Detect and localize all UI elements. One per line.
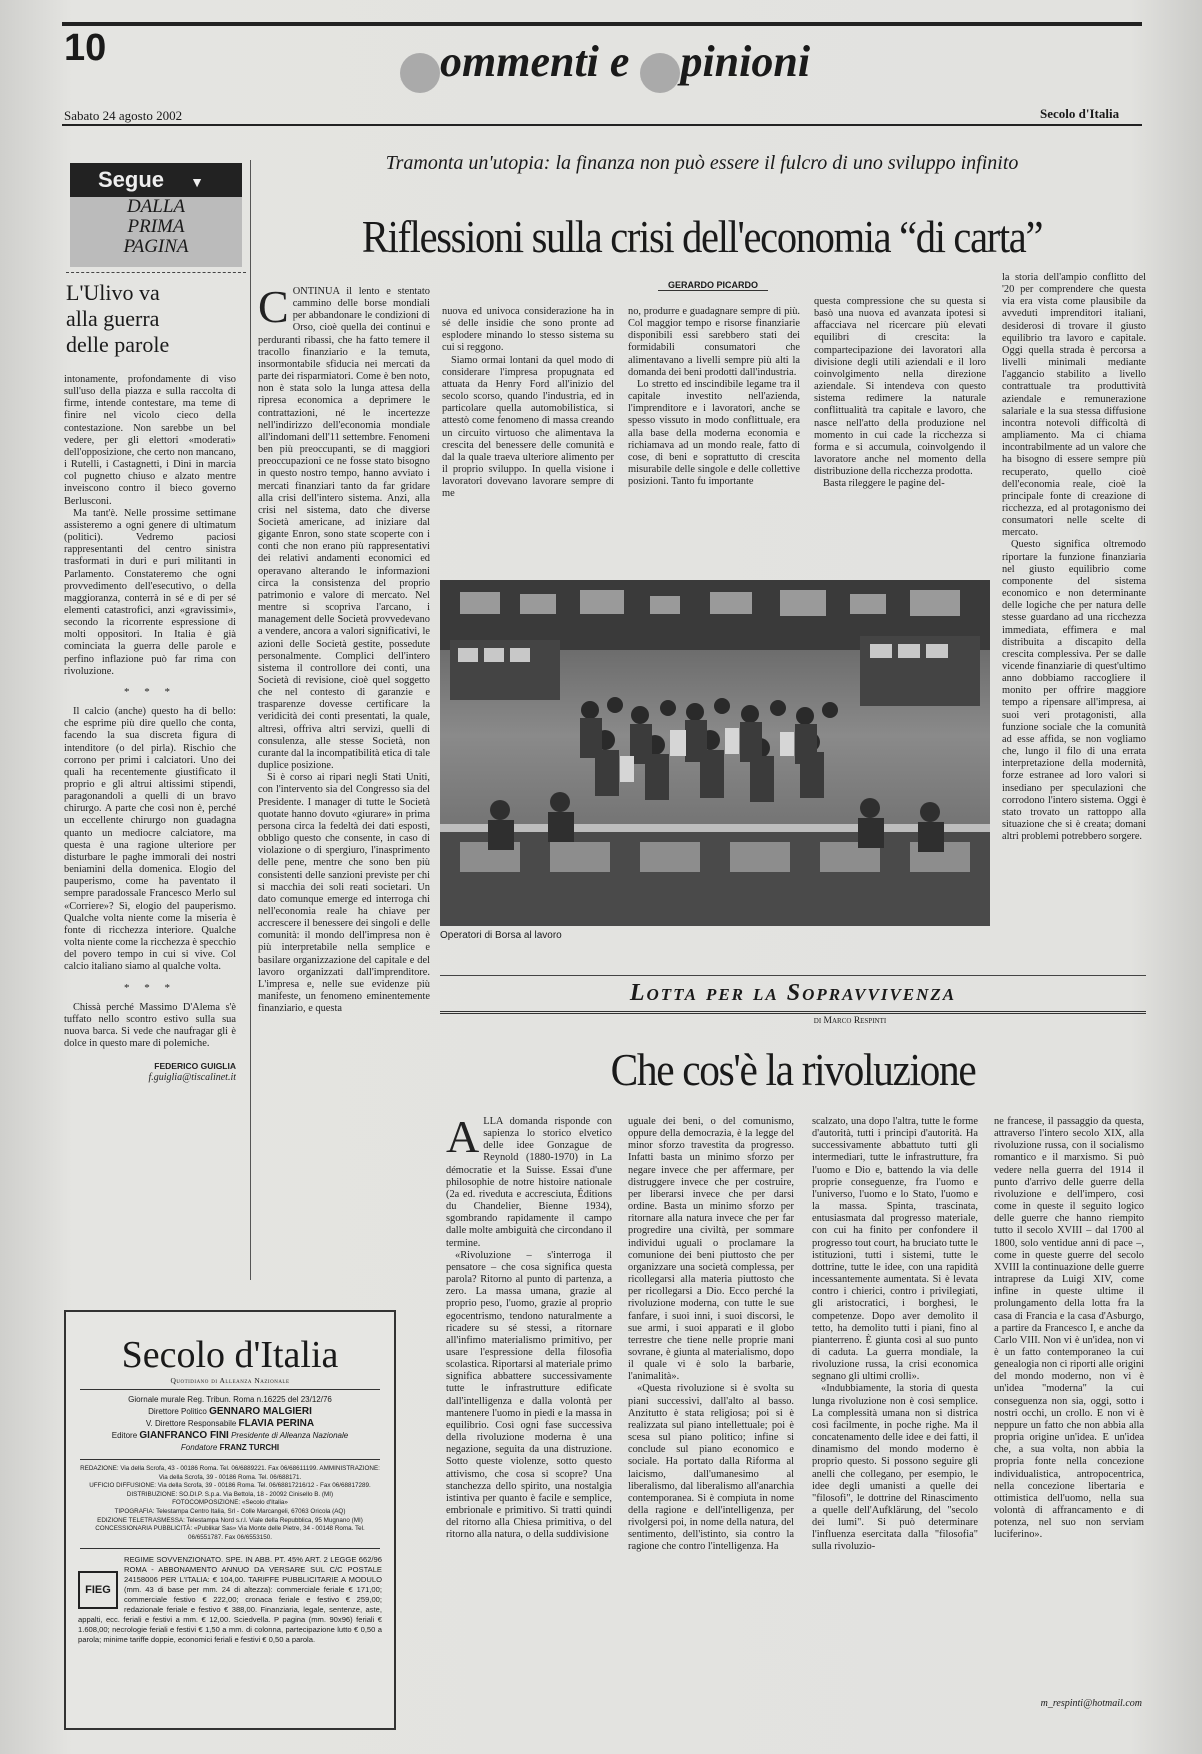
colophon-vdirector-label: V. Direttore Responsabile — [145, 1419, 237, 1428]
sidebar-paragraph-1: intonamente, profondamente di viso sull'uso della piazza e sulla raccolta di firme, intende contestare, ma teme di finire nel vicolo cieco della contestazione. Non sarebbe un bel vedere, per gli elettori «moderati» dell'opposizione, che certo non mancano, i Rutelli, i Castagnetti, i Dini in marcia col pugnetto chiuso e alzato mentre inveiscono contro il bieco governo Berlusconi. — [64, 374, 236, 507]
colophon-title: Secolo d'Italia — [121, 1334, 339, 1376]
article2-kicker: Lotta per la Sopravvivenza — [440, 975, 1146, 1014]
sidebar-title-line-3: delle parole — [66, 332, 170, 357]
article1-column-5 — [1002, 272, 1146, 978]
article2-dropcap: A — [446, 1116, 480, 1162]
dalla-label: DALLA — [126, 196, 186, 217]
article2-col1b-text: «Rivoluzione – s'interroga il pensatore – che cosa significa questa parola? Ritorno al punto di partenza, a zero. La massa umana, grazie al proprio peso, l'uomo, grazie al proprio egocentrismo, tendono naturalmente a ricadere su sé stessi, a ritornare all'infimo materialismo primitivo, per usare l'espressione della filosofia scolastica. Riportarsi al materiale primo significa abbattere successivamente tutte le infrastrutture edificate dall'intelligenza e dalla volontà per mantenere l'uomo in piedi e la massa in equilibrio. Così ogni fase successiva della rivoluzione moderna è una negazione, seguita da una distruzione. Sotto queste violenze, sotto questo attivismo, che cosa si scopre? Una stanchezza dello spirito, una nostalgia istintiva per quanto è facile e semplice, embrionale e primitivo. Si tratti quindi del ritorno alla Chiesa primitiva, o del ritorno alla natura, o della suddivisione — [446, 1249, 612, 1541]
sidebar-title — [66, 280, 246, 358]
article2-column-2 — [628, 1116, 794, 1714]
article1-dropcap: C — [258, 286, 289, 332]
colophon-addresses — [66, 1465, 394, 1542]
article2-col2-text: uguale dei beni, o del comunismo, oppure della democrazia, è la legge del minor sforzo travestita da progresso. Infatti basta un minimo sforzo per negare invece che per affermare, per distruggere invece che per costruire, per liberarsi invece che per darsi ordine. Basta un minimo sforzo per ritornare alla natura invece che per far progredire una civiltà, per sommare individui uguali o proclamare la comunione dei beni piuttosto che per organizzare una società complessa, per ricollegarsi alla materia piuttosto che per ricollegarsi a Dio. Ecco perché la rivoluzione moderna, con tutte le sue fanfare, i suoi inni, i suoi discorsi, le sue armi, i suoi apparati e il globo terrestre che tiene nelle proprie mani sovrane, è giunta al materialismo, dopo il quale vi è solo la barbarie, l'animalità». — [628, 1116, 794, 1383]
colophon-rule-3 — [80, 1548, 380, 1549]
pagina-label: PAGINA — [123, 236, 189, 257]
article2-column-4 — [994, 1116, 1144, 1694]
article2-col4-text: ne francese, il passaggio da questa, attraverso l'intero secolo XIX, alla rivoluzione russa, con il socialismo romantico e il marxismo. Si può vedere nella guerra del 1914 il punto d'arrivo delle guerre della rivoluzione e dell'impero, così come in queste il seguito logico delle guerre che hanno riempito tutto il secolo XVIII – dal 1700 al 1800, solo ventidue anni di pace –, come in queste guerre del secolo XVIII la continuazione delle guerre intraprese da Luigi XIV, come infine in queste ultime il prolungamento della lotta fra la casa di Francia e la casa d'Asburgo, a partire da Francesco I, e anche da Carlo VIII. Non vi è un'idea, non vi è un fatto contemporaneo la cui genealogia non ci riporti alle origini del mondo moderno, non vi è un'idea "moderna" la cui conseguenza non sia, oggi, sotto i nostri occhi, un crollo. E non vi è neppure un fatto che non abbia alla propria origine un'idea. E un'idea che, a sua volta, non abbia la propria fonte nella concezione individualistica, antropocentrica, nella concezione libertaria e ottimistica dell'uomo, nella sua volontà di affrancamento e di potenza, nel suo non serviam luciferino». — [994, 1116, 1144, 1541]
article1-col4-text: questa compressione che su questa si basò una nuova ed avanzata ipotesi si affacciava nel ricercare più elevati equilibri di crescita: la compartecipazione dei lavoratori alla divisione degli utili aziendali e il loro coinvolgimento nella direzione aziendale. Si intendeva con questo sistema redimere la naturale conflittualità tra capitale e lavoro, che nasce nell'atto della produzione nel momento in cui cade la ricchezza si forma e si accumula, coinvolgendo il lavoratore anche nel momento della distribuzione della ricchezza prodotta. — [814, 296, 986, 478]
section-initial-2: O — [640, 53, 680, 93]
article1-column-2 — [442, 306, 614, 566]
colophon-distribuzione: DISTRIBUZIONE: SO.DI.P. S.p.a. Via Bettola, 18 - 20092 Cinisello B. (MI) — [126, 1490, 334, 1498]
colophon-edizione: EDIZIONE TELETRASMESSA: Telestampa Nord s.r.l. Viale della Repubblica, 95 Mugnano (MI) — [97, 1516, 363, 1524]
sidebar-paragraph-3: Il calcio (anche) questo ha di bello: che esprime più dire quello che conta, facendo la sua discreta figura di intenditore (o del pirla). Rischio che corrono per primi i calciatori. Uno dei quali ha recentemente giustificato il proprio e gli altrui altissimi stipendi, paragonandoli a quelli di un bravo chirurgo. A parte che così non è, perché un eccellente chirurgo non guadagna quanto un mediocre calciatore, ma questa è una ragione ulteriore per disturbare le paghe immorali dei nostri beniamini della domenica. Elogio del pauperismo, come ha paventato il sempre paradossale Francesco Merlo sul «Corriere»? Sì, elogio del pauperismo. Qualche volta niente come la miseria è fonte di ricchezza interiore. Qualche volta niente come la ricchezza è specchio del povero tempo in cui si vive. Col calcio italiano siamo al qualche volta. — [64, 706, 236, 973]
section-initial-1: C — [400, 53, 440, 93]
colophon-director-label: Direttore Politico — [148, 1407, 207, 1416]
colophon-vdirector-name: FLAVIA PERINA — [238, 1418, 315, 1429]
colophon-redazione: REDAZIONE: Via della Scrofa, 43 - 00186 Roma. Tel. 06/6889221. Fax 06/68611199. AMMINISTRAZIONE: Via della Scrofa, 39 - 00186 Roma. Tel. 06/688171. — [80, 1465, 380, 1481]
sidebar-separator-2: * * * — [124, 981, 176, 994]
colophon-reg: Giornale murale Reg. Tribun. Roma n.16225 del 23/12/76 — [128, 1395, 332, 1404]
colophon-abbonamenti-text: REGIME SOVVENZIONATO. SPE. IN ABB. PT. 45% ART. 2 LEGGE 662/96 ROMA - ABBONAMENTO ANNUO DA VERSARE SUL C/C POSTALE 24158006 PER L'ITALIA: € 104,00. TARIFFE PUBBLICITARIE A MODULO (mm. 43 di base per mm. 24 di altezza): commerciale feriale € 171,00; commerciale festivo € 222,00; cronaca feriale e festivo € 259,00; redazionale feriale e festivo € 388,00. Finanziaria, legale, sentenze, aste, appalti, ecc. feriali e festivi a mm. € 12,00. Sciedvella. P pagina (mm. 90x96) feriali € 1.608,00; necrologie feriali e festivi € 1,50 a mm. di colonna, partecipazione lutto € 0,50 a parola; minime tariffe doppie, economici feriali e festivi € 0,50 a parola. — [78, 1555, 382, 1645]
colophon-editor — [66, 1430, 394, 1442]
article2-col3-text: scalzato, una dopo l'altra, tutte le forme d'autorità, tutti i principi d'autorità. Ha successivamente abbattuto tutti gli intermediari, tutte le infrastrutture, fra l'uomo e Dio e, battendo la via delle proprie conseguenze, fra l'uomo e l'universo, l'uomo e lo Stato, l'uomo e la massa. Spinta, trascinata, entusiasmata dal progresso materiale, con cui ha finito per confondere il progresso tout court, ha bruciato tutte le istituzioni, tutti i sistemi, tutte le dottrine, tutte le idee, con una rapidità incessantemente aumentata. Si è levata contro i chierici, contro i privilegiati, gli aristocratici, i borghesi, le competenze. Dopo aver demolito il tetto, ha demolito tutti i piani, fino al pianterreno. È giunta così al suo punto di caduta. La guerra mondiale, la rivoluzione russa, la crisi economica segnano gli ultimi crolli». — [812, 1116, 978, 1383]
colophon-director — [66, 1406, 394, 1418]
colophon-founder — [66, 1442, 394, 1454]
sidebar-divider — [250, 160, 251, 1280]
colophon-tipografia: TIPOGRAFIA: Telestampa Centro Italia, Srl - Colle Marcangeli, 67063 Oricola (AQ) — [114, 1507, 346, 1515]
article2-col2b-text: «Questa rivoluzione si è svolta su piani successivi, dall'alto al basso. Anzitutto è stata religiosa; poi si è realizzata sul piano intellettuale; poi è scesa sul piano politico; infine si conclude sul piano economico e sociale. Ha portato dalla Riforma al laicismo, dall'umanesimo al liberalismo, dal liberalismo all'anarchia contemporanea. Si è compiuta in nome della ragione e dell'intelligenza, per rivolgersi poi, in nome della natura, del sentimento, dell'istinto, sia contro la ragione che contro l'intelligenza. Ha — [628, 1383, 794, 1553]
dalla-prima-pagina — [70, 197, 242, 267]
colophon-founder-label: Fondatore — [180, 1443, 218, 1452]
colophon-editor-role: Presidente di Alleanza Nazionale — [231, 1431, 349, 1440]
sidebar-separator: * * * — [124, 685, 176, 698]
colophon-abbonamenti — [66, 1555, 394, 1645]
header-rule — [62, 124, 1142, 126]
article1-col5b-text: Questo significa oltremodo riportare la funzione finanziaria nel giusto equilibrio come componente del sistema economico e non determinante delle logiche che per natura delle stesse guardano ad una ricchezza immediata, effimera e mal distribuita a discapito della crescita complessiva. Per se dalle vicende finanziarie di quest'ultimo anno dobbiamo raccogliere il monito per offrire maggiore tempo a ripensare all'impresa, ai suoi veri protagonisti, alla funzione sociale che la comunità ad esse affida, se non vogliamo che, lungo il filo di una errata interpretazione della modernità, forze estranee ad loro valori si insediano per speculazioni che corrodono l'intero sistema. Oggi è stato trovato un rattoppo alla situazione che si è creata; domani altri problemi potrebbero sorgere. — [1002, 539, 1146, 843]
segue-box — [70, 163, 242, 197]
article1-column-1 — [258, 286, 430, 1280]
colophon-ufficio-diffusione: UFFICIO DIFFUSIONE: Via della Scrofa, 39 - 00186 Roma. Tel. 06/68817216/12 - Fax 06/68817289. — [89, 1482, 371, 1490]
photo-caption: Operatori di Borsa al lavoro — [440, 930, 562, 941]
article1-col1b-text: Si è corso ai ripari negli Stati Uniti, con l'intervento sia del Congresso sia del Presidente. I manager di tutte le Società quotate hanno dovuto «giurare» in prima persona circa la fedeltà dei dati esposti, obbligo questo che consente, in caso di violazione o di spergiuro, l'inasprimento delle pene, mentre che sono ben più consistenti delle sanzioni previste per chi si macchia dei soli reati societari. Un dato comunque emerge ed interroga chi nell'economia reale ha chiave per accrescere il benessere dei singoli e delle comunità: il mondo dell'impresa non è più interpretabile nella semplice e basilare organizzazione del capitale e del lavoro organizzati dall'imprenditore. L'impresa e, nelle sue evidenze più manifeste, un fenomeno eminentemente finanziario, e questa — [258, 772, 430, 1015]
page-number: 10 — [64, 27, 107, 69]
sidebar-author-email: f.guiglia@tiscalinet.it — [148, 1072, 236, 1084]
article1-col3b-text: Lo stretto ed inscindibile legame tra il capitale investito nell'azienda, l'imprenditore e i lavoratori, anche se spesso vissuto in modo conflittuale, era alla base della moderna economia e richiamava ad un mondo reale, fatto di cose, di beni e soprattutto di crescita misurabile delle singole e delle collettive posizioni. Tanto fu importante — [628, 378, 800, 488]
sidebar-paragraph-4: Chissà perché Massimo D'Alema s'è tuffato nello scontro estivo sulla sua nuova barca. Si vede che naufragar gli è dolce in questo mare di polemiche. — [64, 1001, 236, 1050]
article1-col1-text: ONTINUA il lento e stentato cammino delle borse mondiali per abbandonare le condizioni di Orso, cioè quella dei continui e perduranti ribassi, che ha fatto temere il tracollo finanziario e la temuta, insormontabile sfiducia nei mercati da parte dei risparmiatori. Come è ben noto, non è stata solo la lunga attesa della ripresa economica a deprimere le contrattazioni, né le incertezze nell'indirizzo dell'economia mondiale all'indomani dell'11 settembre. Fenomeni ben più preoccupanti, se di maggiori preoccupazioni ce ne fosse stato bisogno in questo nostro tempo, hanno avviato i mercati finanziari tanto da far gridare alla crisi dell'intero sistema. Anzi, alla crisi nel sistema, dato che diverse Società americane, ad iniziare dal gigante Enron, sono state scoperte con i conti che non erano più rappresentativi dei relativi andamenti economici ed operavano alterando le informazioni circa la consistenza del proprio patrimonio e valore di mercato. Nel mentre si scopriva l'arcano, i management delle Società provvedevano a vendere, ancora a valori significativi, le azioni delle Società gestite, possedute personalmente. Complici dell'intero sistema il controllore dei conti, una Società di revisione, cioè quel soggetto che nel contesto di garanzie e trasparenze dovesse certificare la veridicità dei conti presentati, la quale, altresì, offriva altri servizi, quelli di consulenza, alle stesse Società, non curante dal la incompatibilità etica di tale duplice posizione. — [258, 286, 430, 772]
article1-column-3 — [628, 306, 800, 566]
article2-col3b-text: «Indubbiamente, la storia di questa lunga rivoluzione non è così semplice. La complessità umana non si districa così facilmente, in poche righe. Ma il concatenamento delle idee e dei fatti, il dinamismo del mondo moderno è proprio questo. Si possono seguire gli anelli che collegano, per esempio, le idee degli umanisti a quelle dei "filosofi", le dottrine del Rinascimento a quelle dell'Aufklärung, del "secolo dei lumi". Si può determinare l'influenza esercitata dalla "filosofia" sulla rivoluzio- — [812, 1383, 978, 1553]
article2-title: Che cos'è la rivoluzione — [610, 1044, 976, 1095]
segue-arrow-icon: ▼ — [190, 174, 205, 190]
masthead-small: Secolo d'Italia — [1040, 106, 1120, 121]
sidebar-title-line-2: alla guerra — [66, 306, 160, 331]
sidebar-paragraph-2: Ma tant'è. Nelle prossime settimane assisteremo a ogni genere di ultimatum (politici). Vedremo paciosi rappresentanti del centro sinistra trasformati in duri e puri militanti in Parlamento. Constateremo che ogni provvedimento dell'esecutivo, o della maggioranza, conterrà in sé e di per sé elementi catastrofici, anzi «gravissimi», secondo la ricorrente espressione di molti oppositori. In Italia è già cominciata la guerra delle parole e perfino inflazione può far rima con rivoluzione. — [64, 507, 236, 677]
colophon-subtitle: Quotidiano di Alleanza Nazionale — [170, 1376, 290, 1385]
article1-col2b-text: Siamo ormai lontani da quel modo di considerare l'impresa propugnata ed attuata da Henry Ford all'inizio del secolo scorso, quando l'industria, ed in particolare quella automobilistica, si attestò come fenomeno di massa creando un circuito virtuoso che alimentava la crescita del benessere delle comunità e dal la quale traeva ulteriore alimento per il proprio sviluppo. In quella visione i lavoratori dovevano lavorare sempre di me — [442, 354, 614, 500]
article1-col3-text: no, produrre e guadagnare sempre di più. Col maggior tempo e risorse finanziarie disponibili essi sarebbero stati dei formidabili consumatori che alimentavano a livelli sempre più alti la domanda dei beni prodotti dall'industria. — [628, 306, 800, 378]
colophon-fotocomposizione: FOTOCOMPOSIZIONE: «Secolo d'Italia» — [172, 1499, 288, 1507]
section-title — [400, 34, 860, 94]
sidebar-text — [64, 374, 236, 1274]
colophon-rule-2 — [80, 1459, 380, 1460]
colophon-staff — [66, 1394, 394, 1454]
article2-column-1 — [446, 1116, 612, 1714]
stock-exchange-photo — [440, 580, 990, 926]
date: Sabato 24 agosto 2002 — [64, 108, 183, 123]
colophon-concessionaria: CONCESSIONARIA PUBBLICITÀ: «Publikar Sas» Via Monte delle Pietre, 34 - 00148 Roma. Tel. 06/6551787. Fax 06/6553150. — [95, 1525, 365, 1541]
article1-column-4 — [814, 296, 986, 568]
colophon-director-name: GENNARO MALGIERI — [209, 1406, 312, 1417]
article1-col5-text: la storia dell'ampio conflitto del '20 per comprendere che questa via era vista come plausibile da avveduti imprenditori italiani, desiderosi di trovare il giusto equilibrio tra lavoro e capitale. Oggi quella strada è percorsa a livelli minimali mediante l'aggancio stabilito a livello contrattuale tra produttività aziendale e remunerazione salariale e la sua stessa diffusione incontra notevoli difficoltà di ampliamento. Ma ci chiama incontrabilmente ad un valore che ha bisogno di essere sempre più recuperato, quello cioè dell'economia reale, cioè la principale fonte di creazione di ricchezza, ed al protagonismo dei consumatori nelle scelte di mercato. — [1002, 272, 1146, 539]
colophon-editor-name: GIANFRANCO FINI — [139, 1430, 229, 1441]
colophon-rule-1 — [80, 1389, 380, 1390]
colophon-editor-label: Editore — [111, 1431, 138, 1440]
segue-label: Segue — [98, 167, 165, 192]
colophon-vdirector — [66, 1418, 394, 1430]
colophon-box — [64, 1310, 396, 1730]
colophon-founder-name: FRANZ TURCHI — [219, 1443, 280, 1452]
article1-col2-text: nuova ed univoca considerazione ha in sé delle insidie che sono pronte ad esplodere minando lo stesso sistema su cui si reggono. — [442, 306, 614, 354]
article1-col4b-text: Basta rileggere le pagine del- — [823, 478, 945, 490]
prima-label: PRIMA — [127, 216, 185, 237]
sidebar-author: FEDERICO GUIGLIA — [154, 1061, 236, 1072]
article2-col1-text: LLA domanda risponde con sapienza lo storico elvetico delle idee Gonzague de Reynold (1880-1970) in La démocratie et la Suisse. Essai d'une philosophie de notre histoire nationale (2a ed. riveduta e accresciuta, Éditions du Chandelier, Bienne 1934), sgombrando rapidamente il campo dalle molte ambiguità che circondano il termine. — [446, 1116, 612, 1249]
section-title-part-1: ommenti e — [440, 37, 641, 86]
article1-author: GERARDO PICARDO — [658, 280, 768, 291]
sidebar-dotted-rule — [66, 272, 246, 273]
stock-exchange-photo-image — [440, 580, 990, 926]
top-rule — [62, 22, 1142, 26]
fieg-logo: FIEG — [78, 1571, 118, 1609]
section-title-part-2: pinioni — [680, 37, 811, 86]
article1-title: Riflessioni sulla crisi dell'economia “di carta” — [361, 211, 1043, 262]
article1-kicker: Tramonta un'utopia: la finanza non può essere il fulcro di uno sviluppo infinito — [385, 152, 1019, 174]
article2-byline: di Marco Respinti — [813, 1016, 887, 1026]
article2-column-3 — [812, 1116, 978, 1714]
sidebar-title-line-1: L'Ulivo va — [66, 280, 160, 305]
article2-email: m_respinti@hotmail.com — [1040, 1698, 1142, 1709]
